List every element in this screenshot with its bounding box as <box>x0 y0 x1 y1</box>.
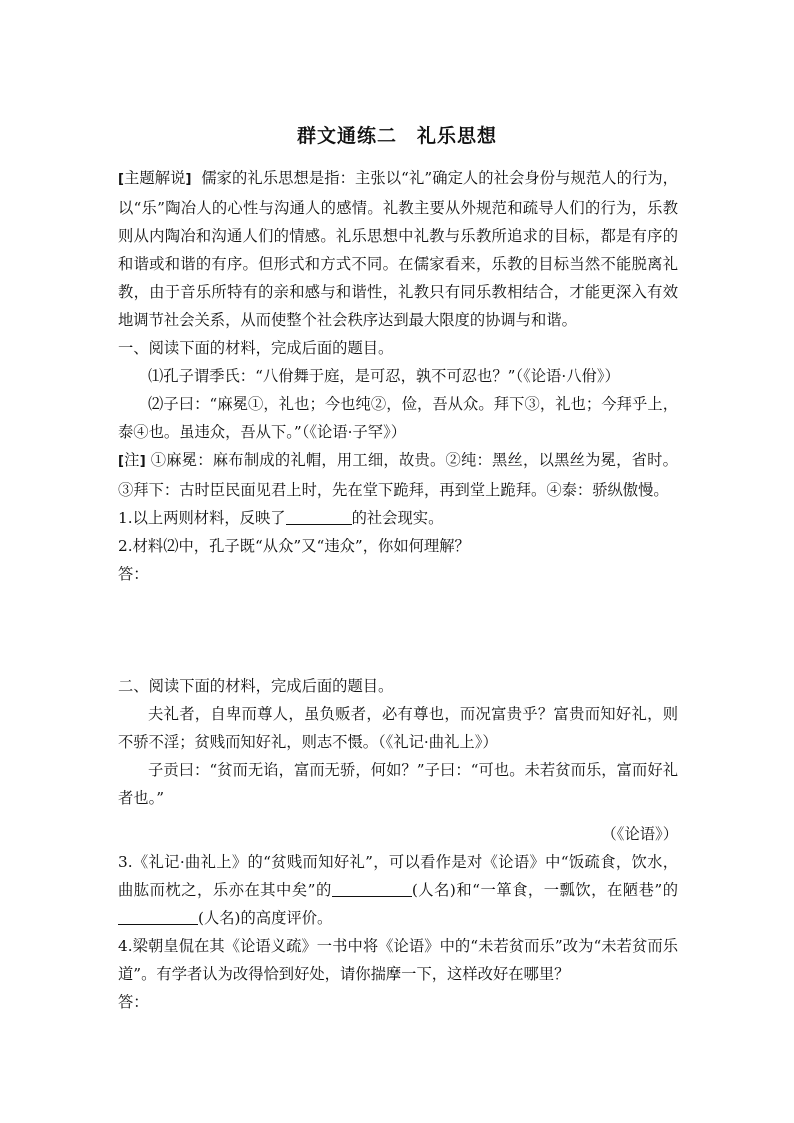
note-label: 注 <box>123 451 140 469</box>
section2-material-1: 夫礼者，自卑而尊人，虽负贩者，必有尊也，而况富贵乎？富贵而知好礼，则不骄不淫；贫贱而知好礼，则志不慑。（《礼记·曲礼上》） <box>118 705 678 751</box>
note-open-bracket: [ <box>118 454 124 469</box>
answer-label-1: 答： <box>118 565 149 583</box>
answer-space-1[interactable] <box>118 588 678 672</box>
note-text: ①麻冕：麻布制成的礼帽，用工细，故贵。②纯：黑丝，以黑丝为冕，省时。③拜下：古时臣民面见君上时，先在堂下跪拜，再到堂上跪拜。④泰：骄纵傲慢。 <box>118 451 678 499</box>
intro-label: 主题解说 <box>123 169 186 187</box>
question-3-text-c: (人名)的高度评价。 <box>198 909 333 927</box>
question-3-text-a: 3.《礼记·曲礼上》的“贫贱而知好礼”，可以看作是对《论语》中“饭疏食，饮水，曲肱而枕之，乐亦在其中矣”的 <box>118 853 678 899</box>
question-1-blank[interactable] <box>286 508 352 525</box>
intro-paragraph <box>118 164 678 334</box>
question-4: 4.梁朝皇侃在其《论语义疏》一书中将《论语》中的“未若贫而乐”改为“未若贫而乐道”。有学者认为改得恰到好处，请你揣摩一下，这样改好在哪里？ <box>118 937 678 983</box>
section2-material-2: 子贡曰：“贫而无谄，富而无骄，何如？”子曰：“可也。未若贫而乐，富而好礼者也。” <box>118 761 678 807</box>
question-3-text-b: (人名)和“一箪食，一瓢饮，在陋巷”的 <box>411 881 679 899</box>
question-3-blank-2[interactable] <box>118 908 198 925</box>
intro-text: 儒家的礼乐思想是指：主张以“礼”确定人的社会身份与规范人的行为，以“乐”陶冶人的心性与沟通人的感情。礼教主要从外规范和疏导人们的行为，乐教则从内陶冶和沟通人们的情感。礼乐思想中礼教与乐教所追求的目标，都是有序的和谐或和谐的有序。但形式和方式不同。在儒家看来，乐教的目标当然不能脱离礼教，由于音乐所特有的亲和感与和谐性，礼教只有同乐教相结合，才能更深入有效地调节社会关系，从而使整个社会秩序达到最大限度的协调与和谐。 <box>118 169 678 329</box>
section1-note <box>118 446 678 504</box>
section1-material-1: ⑴孔子谓季氏：“八佾舞于庭，是可忍，孰不可忍也？”（《论语·八佾》） <box>148 367 620 385</box>
intro-label-close-bracket: ] <box>185 172 192 187</box>
note-close-bracket: ] <box>139 454 146 469</box>
question-2: 2.材料⑵中，孔子既“从众”又“违众”，你如何理解？ <box>118 537 470 555</box>
question-1-suffix: 的社会现实。 <box>351 509 444 527</box>
intro-label-open-bracket: [ <box>118 172 124 187</box>
section2-material-2-source: （《论语》） <box>601 825 678 843</box>
section1-heading: 一、阅读下面的材料，完成后面的题目。 <box>118 339 394 357</box>
section1-material-2: ⑵子曰：“麻冕①，礼也；今也纯②，俭，吾从众。拜下③，礼也；今拜乎上，泰④也。虽违众，吾从下。”（《论语·子罕》） <box>118 395 678 441</box>
question-3 <box>118 848 678 932</box>
worksheet-content <box>118 164 678 1016</box>
section2-heading: 二、阅读下面的材料，完成后面的题目。 <box>118 677 394 695</box>
question-3-blank-1[interactable] <box>332 880 412 897</box>
question-1 <box>118 504 678 532</box>
question-1-prefix: 1.以上两则材料，反映了 <box>118 509 286 527</box>
page-title: 群文通练二 礼乐思想 <box>296 125 497 147</box>
answer-label-2: 答： <box>118 993 149 1011</box>
